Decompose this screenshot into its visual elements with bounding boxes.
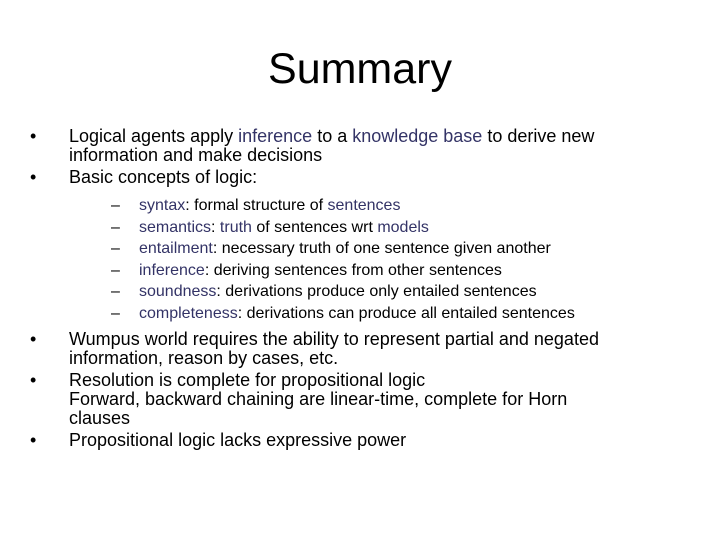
text-run: : formal structure of — [185, 197, 328, 214]
bullet-item — [30, 127, 690, 165]
text-run: to derive new — [482, 126, 595, 146]
text-run: Basic concepts of logic: — [69, 167, 258, 187]
sub-bullet-item — [69, 195, 690, 217]
keyword-term: inference — [238, 126, 313, 146]
text-run: Propositional logic lacks expressive power — [69, 430, 407, 450]
text-run: information, reason by cases, etc. — [69, 348, 339, 368]
keyword-term: knowledge base — [352, 126, 483, 146]
text-run: : necessary truth of one sentence given another — [212, 240, 551, 257]
bullet-item — [30, 330, 690, 368]
bullet-marker: • — [30, 329, 37, 349]
sub-bullet-marker: – — [111, 261, 120, 279]
slide-title: Summary — [268, 45, 452, 93]
bullet-line — [69, 330, 690, 349]
bullet-item — [30, 168, 690, 324]
sub-bullet-item — [69, 217, 690, 239]
keyword-term: truth — [219, 218, 252, 236]
keyword-term: sentences — [327, 197, 401, 214]
sub-bullet-marker: – — [111, 197, 120, 214]
text-run: : derivations produce only entailed sentences — [216, 283, 537, 300]
text-run: to a — [312, 126, 353, 146]
bullet-marker: • — [30, 430, 37, 450]
text-run: Resolution is complete for propositional logic — [69, 370, 426, 390]
bullet-marker: • — [30, 126, 37, 146]
text-run: Logical agents apply — [69, 126, 239, 146]
sub-bullet-item — [69, 303, 690, 325]
bullet-item — [30, 371, 690, 428]
sub-bullet-marker: – — [111, 304, 120, 322]
bullet-list — [30, 127, 690, 453]
bullet-line — [69, 146, 690, 165]
keyword-term: syntax — [139, 197, 186, 214]
text-run: of sentences wrt — [251, 218, 378, 236]
text-run: Wumpus world requires the ability to represent partial and negated — [69, 329, 599, 349]
text-run: clauses — [69, 408, 131, 428]
bullet-line — [69, 349, 690, 368]
bullet-marker: • — [30, 167, 37, 187]
text-run: : — [211, 218, 220, 236]
bullet-line — [69, 390, 690, 409]
bullet-marker: • — [30, 370, 37, 390]
keyword-term: semantics — [139, 218, 212, 236]
sub-bullet-list — [69, 195, 690, 324]
keyword-term: soundness — [139, 283, 217, 300]
bullet-line — [69, 168, 690, 187]
text-run: Forward, backward chaining are linear-time, complete for Horn — [69, 389, 568, 409]
bullet-item — [30, 431, 690, 450]
keyword-term: completeness — [139, 304, 238, 322]
sub-bullet-marker: – — [111, 240, 120, 257]
sub-bullet-marker: – — [111, 218, 120, 236]
text-run: : derivations can produce all entailed sentences — [237, 304, 575, 322]
sub-bullet-item — [69, 238, 690, 260]
bullet-line — [69, 431, 690, 450]
bullet-line — [69, 127, 690, 146]
sub-bullet-item — [69, 281, 690, 303]
keyword-term: inference — [139, 261, 205, 279]
sub-bullet-marker: – — [111, 283, 120, 300]
keyword-term: models — [377, 218, 429, 236]
bullet-line — [69, 409, 690, 428]
text-run: information and make decisions — [69, 145, 323, 165]
keyword-term: entailment — [139, 240, 213, 257]
text-run: : deriving sentences from other sentences — [204, 261, 502, 279]
sub-bullet-item — [69, 260, 690, 282]
bullet-line — [69, 371, 690, 390]
